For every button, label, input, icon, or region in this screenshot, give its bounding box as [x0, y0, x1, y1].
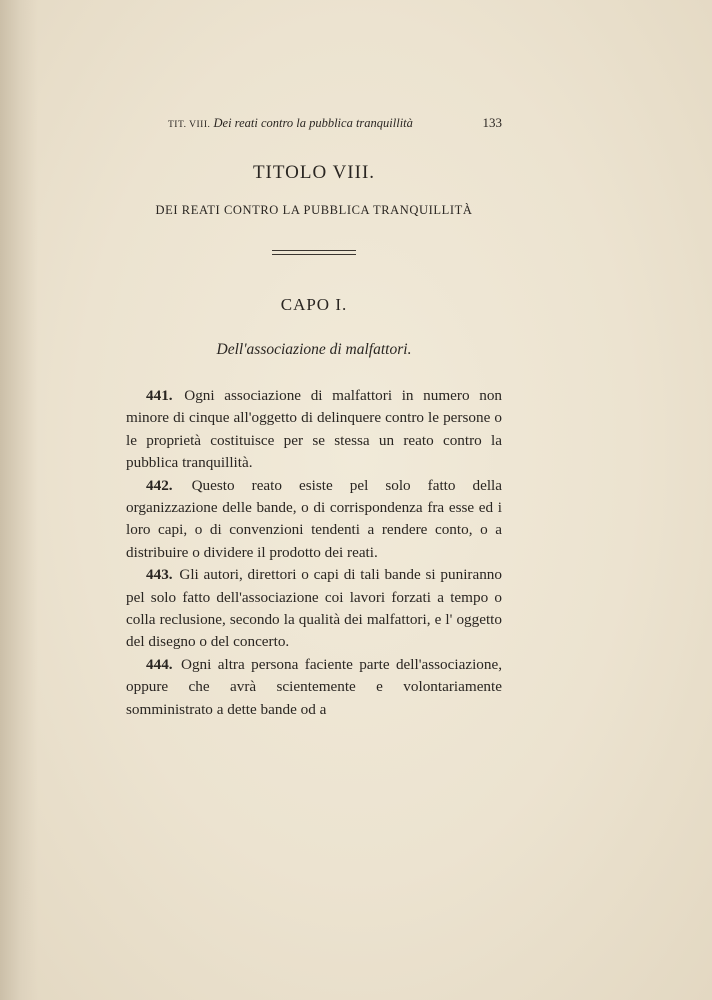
- article-text: Gli autori, direttori o capi di tali bande si puniranno pel solo fatto dell'associazione coi lavori forzati a tempo o colla reclusione, secondo la qualità dei malfattori, e l' oggetto del disegno o del concerto.: [126, 566, 502, 651]
- running-head-title: [168, 112, 413, 136]
- article-442: [126, 475, 502, 565]
- article-443: [126, 564, 502, 654]
- text-block: [126, 112, 502, 721]
- running-head: [126, 112, 502, 134]
- page-gutter-shadow: [0, 0, 38, 1000]
- page-number: 133: [482, 115, 502, 130]
- article-444: [126, 654, 502, 721]
- article-text: Ogni altra persona faciente parte dell'associazione, oppure che avrà scientemente e volontariamente somministrato a dette bande od a: [126, 655, 503, 718]
- article-number: 442.: [146, 476, 173, 494]
- article-text: Ogni associazione di malfattori in numero non minore di cinque all'oggetto di delinquere contro le persone o le proprietà costituisce per se stessa un reato contro la pubblica tranquillità.: [126, 387, 503, 472]
- article-441: [126, 385, 502, 475]
- article-text: Questo reato esiste pel solo fatto della organizzazione delle bande, o di corrispondenza fra esse ed i loro capi, o di convenzioni tendenti a rendere conto, o a distribuire o dividere il prodotto dei reati.: [126, 476, 502, 561]
- chapter-heading: CAPO I.: [280, 295, 348, 314]
- article-number: 441.: [146, 387, 173, 404]
- running-head-section: Dei reati contro la pubblica tranquillità: [213, 116, 413, 130]
- article-number: 443.: [146, 566, 173, 584]
- title-subheading: DEI REATI CONTRO LA PUBBLICA TRANQUILLITÀ: [155, 203, 473, 217]
- double-rule-divider: [272, 250, 356, 255]
- chapter-subheading: Dell'associazione di malfattori.: [216, 341, 412, 358]
- articles-list: [126, 385, 502, 721]
- running-head-tit: TIT. VIII.: [168, 120, 211, 130]
- article-number: 444.: [146, 655, 173, 673]
- title-heading: TITOLO VIII.: [252, 162, 376, 183]
